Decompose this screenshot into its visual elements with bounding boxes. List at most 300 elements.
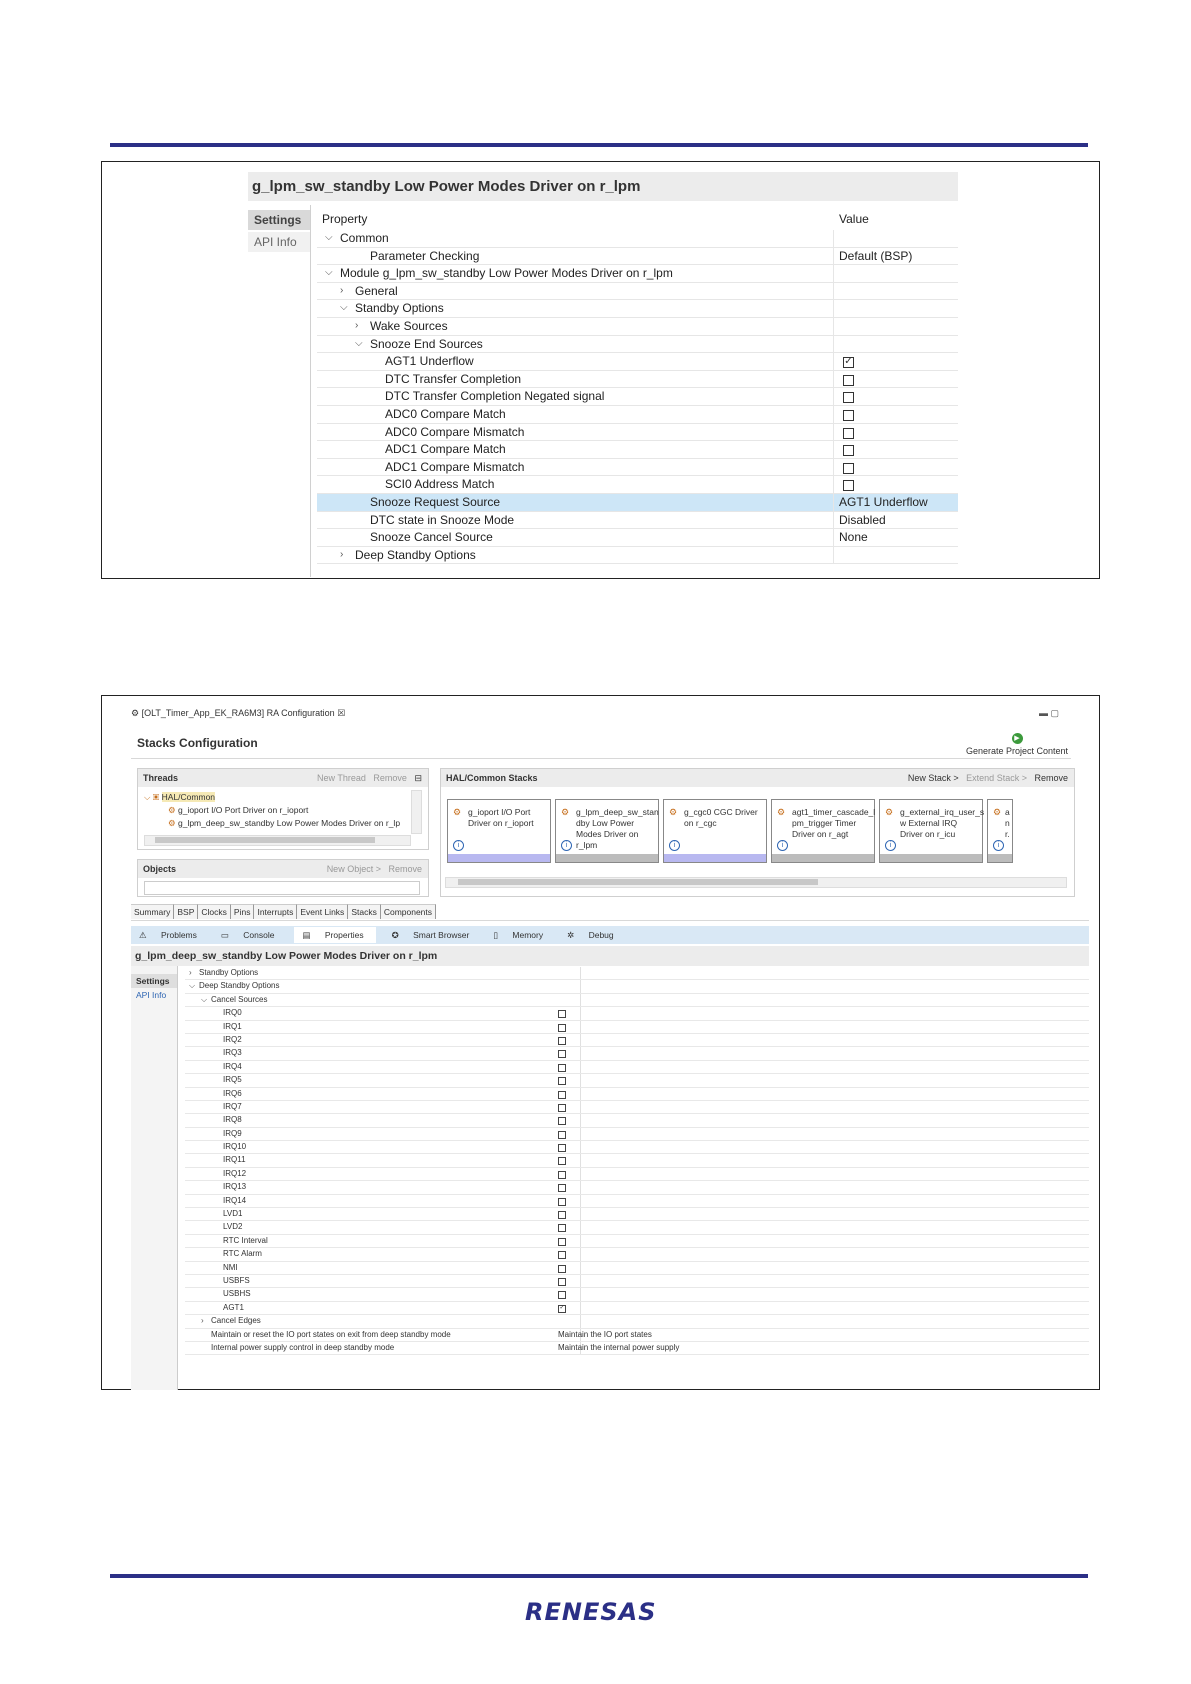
table-row[interactable] — [185, 1154, 1089, 1167]
tree-item[interactable] — [144, 804, 404, 817]
checkbox[interactable] — [558, 1238, 566, 1246]
column-divider — [580, 1288, 581, 1300]
chevron-down-icon[interactable]: ⌵ — [325, 267, 333, 279]
checkbox[interactable] — [558, 1198, 566, 1206]
column-divider — [833, 424, 834, 441]
stack-module-box[interactable] — [879, 799, 983, 863]
checkbox[interactable] — [558, 1131, 566, 1139]
tab-api-info[interactable]: API Info — [136, 990, 167, 1000]
checkbox[interactable] — [558, 1037, 566, 1045]
stack-module-box[interactable] — [987, 799, 1013, 863]
checkbox[interactable] — [843, 410, 854, 421]
table-row[interactable] — [185, 1074, 1089, 1087]
property-label: IRQ5 — [223, 1075, 242, 1085]
tab-event-links[interactable]: Event Links — [297, 904, 348, 919]
stack-module-box[interactable] — [663, 799, 767, 863]
property-label: IRQ0 — [223, 1008, 242, 1018]
checkbox[interactable] — [558, 1091, 566, 1099]
table-row[interactable] — [317, 265, 958, 283]
property-table — [317, 205, 958, 564]
chevron-right-icon[interactable]: › — [340, 284, 344, 296]
checkbox[interactable] — [558, 1251, 566, 1259]
column-divider — [580, 1302, 581, 1314]
property-label: LVD2 — [223, 1222, 243, 1232]
column-divider — [833, 371, 834, 388]
component-icon: ⚙ — [168, 805, 178, 815]
checkbox[interactable] — [558, 1184, 566, 1192]
property-value[interactable]: Disabled — [839, 512, 886, 527]
column-divider — [833, 441, 834, 458]
property-label: USBFS — [223, 1275, 250, 1285]
table-row[interactable] — [185, 1061, 1089, 1074]
property-value[interactable]: None — [839, 530, 868, 545]
table-row[interactable] — [317, 388, 958, 406]
property-value[interactable]: AGT1 Underflow — [839, 494, 928, 509]
table-row[interactable] — [185, 1302, 1089, 1315]
remove-thread-button[interactable]: Remove — [373, 773, 407, 783]
property-label: Deep Standby Options — [199, 981, 280, 991]
table-row[interactable] — [185, 1329, 1089, 1342]
table-row[interactable] — [185, 1128, 1089, 1141]
column-divider — [833, 300, 834, 317]
table-row[interactable] — [317, 459, 958, 477]
editor-tab-title: [OLT_Timer_App_EK_RA6M3] RA Configuration — [141, 708, 335, 718]
property-label: AGT1 Underflow — [385, 354, 474, 369]
checkbox[interactable] — [558, 1024, 566, 1032]
figure-2-frame — [101, 695, 1100, 1390]
table-row[interactable] — [185, 1101, 1089, 1114]
column-divider — [833, 230, 834, 247]
column-divider — [580, 1088, 581, 1100]
property-label: SCI0 Address Match — [385, 477, 495, 492]
table-row[interactable] — [185, 1181, 1089, 1194]
table-row[interactable] — [185, 1021, 1089, 1034]
table-row[interactable] — [317, 371, 958, 389]
checkbox-checked[interactable]: ✓ — [559, 1304, 565, 1311]
close-icon[interactable]: ☒ — [337, 708, 346, 718]
footer-rule — [110, 1574, 1088, 1578]
column-divider — [580, 1181, 581, 1193]
tree-item-label: g_lpm_deep_sw_standby Low Power Modes Driver on r_lp — [177, 818, 401, 828]
stacks-header — [441, 769, 1074, 787]
debug-icon: ✲ — [567, 930, 577, 940]
browser-icon: ✪ — [391, 930, 402, 940]
table-header — [317, 205, 958, 230]
column-divider — [580, 1195, 581, 1207]
property-label: RTC Interval — [223, 1235, 268, 1245]
tab-components[interactable]: Components — [381, 904, 436, 919]
table-row[interactable] — [317, 248, 958, 266]
table-row[interactable] — [317, 336, 958, 354]
objects-header — [138, 860, 428, 878]
checkbox[interactable] — [558, 1064, 566, 1072]
property-label: IRQ9 — [223, 1128, 242, 1138]
table-row[interactable] — [317, 318, 958, 336]
tab-interrupts[interactable]: Interrupts — [254, 904, 297, 919]
info-icon[interactable]: i — [561, 840, 572, 851]
tree-item[interactable] — [144, 791, 404, 804]
table-row[interactable] — [185, 1342, 1089, 1355]
property-label: Module g_lpm_sw_standby Low Power Modes Driver on r_lpm — [340, 266, 673, 281]
threads-actions — [317, 769, 422, 787]
checkbox[interactable] — [558, 1117, 566, 1125]
property-label: IRQ1 — [223, 1021, 242, 1031]
module-status-bar — [772, 854, 874, 862]
info-icon[interactable]: i — [993, 840, 1004, 851]
objects-list[interactable] — [144, 881, 420, 895]
new-object-button[interactable]: New Object > — [326, 864, 381, 874]
table-row[interactable] — [317, 353, 958, 371]
objects-title: Objects — [143, 864, 177, 874]
module-status-bar — [448, 854, 550, 862]
tab-properties[interactable] — [294, 927, 375, 943]
property-label: Snooze Cancel Source — [370, 530, 493, 545]
column-divider — [580, 1007, 581, 1019]
chevron-down-icon[interactable]: ⌵ — [325, 232, 333, 243]
property-label: Wake Sources — [370, 318, 448, 333]
column-divider — [833, 265, 834, 282]
threads-title: Threads — [143, 773, 179, 783]
column-divider — [580, 994, 581, 1006]
folder-icon: ⌵ ▣ — [144, 792, 162, 802]
chevron-right-icon[interactable]: › — [340, 548, 344, 560]
column-divider — [580, 1315, 581, 1327]
remove-object-button[interactable]: Remove — [388, 864, 422, 874]
info-icon[interactable]: i — [885, 840, 896, 851]
gear-icon: ⚙ — [131, 708, 140, 718]
info-icon[interactable]: i — [453, 840, 464, 851]
checkbox[interactable] — [558, 1077, 566, 1085]
tab-label: Properties — [324, 930, 364, 940]
new-thread-button[interactable]: New Thread — [317, 773, 366, 783]
table-row[interactable] — [185, 1315, 1089, 1328]
tab-label: Problems — [160, 930, 197, 940]
column-divider — [833, 547, 834, 564]
component-icon: ⚙ — [777, 807, 786, 817]
table-row[interactable] — [317, 424, 958, 442]
table-row[interactable] — [317, 547, 958, 565]
table-row[interactable] — [185, 1034, 1089, 1047]
property-label: IRQ3 — [223, 1048, 242, 1058]
column-divider — [833, 494, 834, 511]
property-label: Maintain or reset the IO port states on exit from deep standby mode — [211, 1329, 451, 1339]
checkbox[interactable] — [843, 445, 854, 456]
objects-panel — [137, 859, 429, 897]
column-divider — [580, 1021, 581, 1033]
tab-problems[interactable] — [135, 930, 205, 940]
checkbox-checked[interactable]: ✓ — [844, 356, 853, 368]
scroll-thumb[interactable] — [155, 837, 375, 843]
column-divider — [833, 388, 834, 405]
tree-item[interactable] — [144, 817, 404, 830]
property-label: ADC1 Compare Match — [385, 442, 506, 457]
property-label: DTC Transfer Completion Negated signal — [385, 389, 605, 404]
component-icon: ⚙ — [168, 818, 178, 828]
property-value[interactable]: Maintain the internal power supply — [558, 1342, 680, 1352]
module-status-bar — [664, 854, 766, 862]
module-status-bar — [556, 854, 658, 862]
tab-label: Memory — [512, 930, 544, 940]
table-row[interactable] — [317, 512, 958, 530]
property-label: Standby Options — [199, 968, 259, 977]
chevron-down-icon[interactable]: ⌵ — [355, 337, 363, 349]
chevron-right-icon[interactable]: › — [201, 1316, 204, 1326]
property-label: IRQ14 — [223, 1195, 247, 1205]
checkbox[interactable] — [558, 1050, 566, 1058]
property-label: ADC0 Compare Match — [385, 406, 506, 421]
table-row[interactable] — [185, 1208, 1089, 1221]
tab-settings[interactable]: Settings — [131, 974, 177, 988]
checkbox[interactable] — [558, 1157, 566, 1165]
tab-settings[interactable]: Settings — [248, 210, 310, 230]
column-divider — [833, 529, 834, 546]
table-row[interactable] — [185, 1195, 1089, 1208]
column-divider — [833, 476, 834, 493]
column-divider — [580, 1114, 581, 1126]
property-label: Deep Standby Options — [355, 547, 476, 562]
checkbox[interactable] — [558, 1171, 566, 1179]
stack-module-label: agt1_timer_cascade_l pm_trigger Timer Driver on r_agt — [792, 807, 876, 839]
table-row[interactable] — [185, 1114, 1089, 1127]
figure-1-frame — [101, 161, 1100, 579]
table-row[interactable] — [185, 967, 1089, 980]
property-label: ADC1 Compare Mismatch — [385, 459, 525, 474]
checkbox[interactable] — [558, 1278, 566, 1286]
stacks-scrollbar-h[interactable] — [445, 877, 1067, 888]
editor-tab[interactable] — [131, 708, 1071, 724]
checkbox[interactable] — [843, 463, 854, 474]
checkbox[interactable] — [843, 480, 854, 491]
property-value[interactable]: Maintain the IO port states — [558, 1329, 652, 1339]
checkbox[interactable] — [558, 1291, 566, 1299]
column-divider — [833, 406, 834, 423]
new-stack-button[interactable]: New Stack > — [907, 773, 959, 783]
checkbox[interactable] — [558, 1104, 566, 1112]
tab-summary[interactable]: Summary — [131, 904, 174, 919]
column-divider — [580, 967, 581, 979]
column-value: Value — [839, 212, 869, 226]
chevron-down-icon[interactable]: ⌵ — [189, 981, 196, 991]
table-row[interactable] — [185, 980, 1089, 993]
tab-pins[interactable]: Pins — [231, 904, 255, 919]
tab-console[interactable] — [217, 930, 283, 940]
property-label: IRQ8 — [223, 1115, 242, 1125]
column-divider — [833, 283, 834, 300]
property-label: IRQ10 — [223, 1142, 247, 1152]
stack-module-label: g_ioport I/O Port Driver on r_ioport — [468, 807, 534, 828]
checkbox[interactable] — [558, 1211, 566, 1219]
component-icon: ⚙ — [885, 807, 894, 817]
header-rule — [110, 143, 1088, 147]
tab-memory[interactable] — [489, 930, 551, 940]
view-tabs — [131, 926, 1089, 944]
table-row[interactable] — [185, 1168, 1089, 1181]
threads-scrollbar-h[interactable] — [144, 835, 411, 846]
table-row[interactable] — [185, 1047, 1089, 1060]
property-label: ADC0 Compare Mismatch — [385, 424, 525, 439]
panel-divider — [310, 205, 311, 577]
checkbox[interactable] — [843, 392, 854, 403]
info-icon[interactable]: i — [777, 840, 788, 851]
generate-button[interactable] — [962, 733, 1072, 756]
divider — [131, 920, 1089, 921]
property-rows — [185, 967, 1089, 1355]
component-icon: ⚙ — [993, 807, 1002, 817]
column-divider — [580, 1262, 581, 1274]
property-label: NMI — [223, 1262, 238, 1272]
checkbox[interactable] — [558, 1265, 566, 1273]
checkbox[interactable] — [558, 1010, 566, 1018]
table-row[interactable] — [317, 230, 958, 248]
chevron-down-icon[interactable]: ⌵ — [201, 994, 208, 1004]
tree-item-label: g_ioport I/O Port Driver on r_ioport — [177, 805, 309, 815]
column-divider — [580, 1248, 581, 1260]
table-row[interactable] — [185, 1088, 1089, 1101]
module-status-bar — [988, 854, 1012, 862]
properties-icon: ▤ — [302, 930, 313, 940]
tab-smart-browser[interactable] — [388, 930, 478, 940]
property-value[interactable]: Default (BSP) — [839, 248, 913, 263]
stack-module-label: g_external_irq_user_s w External IRQ Driver on r_icu — [900, 807, 985, 839]
collapse-icon[interactable]: ⊟ — [414, 773, 422, 783]
generate-label: Generate Project Content — [965, 746, 1069, 756]
properties-title: g_lpm_deep_sw_standby Low Power Modes Driver on r_lpm — [131, 946, 1089, 966]
column-divider — [833, 353, 834, 370]
table-row[interactable] — [185, 1141, 1089, 1154]
table-row[interactable] — [317, 441, 958, 459]
memory-icon: ▯ — [493, 930, 501, 940]
problems-icon: ⚠ — [139, 930, 149, 940]
column-divider — [580, 1101, 581, 1113]
table-row[interactable] — [185, 994, 1089, 1007]
tab-stacks[interactable]: Stacks — [348, 904, 381, 919]
column-divider — [580, 1168, 581, 1180]
property-label: DTC Transfer Completion — [385, 371, 522, 386]
chevron-right-icon[interactable]: › — [189, 968, 192, 977]
table-row[interactable] — [185, 1262, 1089, 1275]
extend-stack-button[interactable]: Extend Stack > — [966, 773, 1027, 783]
property-label: USBHS — [223, 1289, 251, 1299]
remove-stack-button[interactable]: Remove — [1034, 773, 1068, 783]
tree-item-label: HAL/Common — [161, 792, 216, 802]
property-label: LVD1 — [223, 1209, 243, 1219]
column-divider — [580, 1047, 581, 1059]
tab-api-info[interactable]: API Info — [248, 232, 310, 252]
component-icon: ⚙ — [669, 807, 678, 817]
column-divider — [580, 1221, 581, 1233]
info-icon[interactable]: i — [669, 840, 680, 851]
tab-label: Smart Browser — [413, 930, 470, 940]
properties-title: g_lpm_sw_standby Low Power Modes Driver on r_lpm — [248, 172, 958, 201]
property-label: IRQ2 — [223, 1034, 242, 1044]
column-property: Property — [322, 212, 368, 226]
column-divider — [580, 1208, 581, 1220]
column-divider — [580, 1154, 581, 1166]
table-row[interactable] — [185, 1275, 1089, 1288]
table-row[interactable] — [185, 1235, 1089, 1248]
tab-label: Debug — [588, 930, 614, 940]
chevron-right-icon[interactable]: › — [355, 319, 359, 331]
play-icon: ▶ — [1012, 733, 1023, 744]
side-tabs — [131, 966, 178, 1390]
stack-module-box[interactable] — [447, 799, 551, 863]
stack-module-box[interactable] — [555, 799, 659, 863]
scroll-thumb[interactable] — [458, 879, 818, 885]
property-label: Snooze Request Source — [370, 494, 501, 509]
property-label: IRQ13 — [223, 1182, 247, 1192]
console-icon: ▭ — [220, 930, 232, 940]
stacks-panel-title: HAL/Common Stacks — [446, 773, 538, 783]
threads-panel — [137, 768, 429, 850]
table-row[interactable] — [185, 1007, 1089, 1020]
table-row[interactable] — [317, 283, 958, 301]
table-row[interactable] — [317, 476, 958, 494]
property-label: Cancel Sources — [211, 994, 268, 1004]
config-tabs — [131, 904, 436, 918]
chevron-down-icon[interactable]: ⌵ — [340, 302, 348, 314]
column-divider — [580, 1128, 581, 1140]
checkbox[interactable] — [558, 1224, 566, 1232]
property-label: Internal power supply control in deep standby mode — [211, 1342, 395, 1352]
threads-header — [138, 769, 428, 787]
tab-clocks[interactable]: Clocks — [198, 904, 231, 919]
column-divider — [580, 1275, 581, 1287]
checkbox[interactable] — [558, 1144, 566, 1152]
table-row[interactable] — [185, 1221, 1089, 1234]
threads-scrollbar-v[interactable] — [411, 790, 422, 834]
component-icon: ⚙ — [453, 807, 462, 817]
tab-label: Console — [243, 930, 275, 940]
column-divider — [833, 336, 834, 353]
column-divider — [580, 1034, 581, 1046]
stacks-actions — [908, 769, 1068, 787]
property-label: IRQ6 — [223, 1088, 242, 1098]
property-label: General — [355, 283, 398, 298]
column-divider — [833, 248, 834, 265]
table-row[interactable] — [185, 1288, 1089, 1301]
window-buttons[interactable]: ▬ ▢ — [1038, 708, 1059, 718]
property-rows — [317, 230, 958, 564]
table-row[interactable] — [317, 406, 958, 424]
column-divider — [580, 1061, 581, 1073]
column-divider — [833, 459, 834, 476]
checkbox[interactable] — [843, 428, 854, 439]
checkbox[interactable] — [843, 375, 854, 386]
table-row[interactable] — [317, 494, 958, 512]
stack-module-box[interactable] — [771, 799, 875, 863]
table-row[interactable] — [185, 1248, 1089, 1261]
column-divider — [580, 980, 581, 992]
divider — [131, 758, 1071, 759]
thread-tree — [144, 791, 404, 830]
property-label: IRQ7 — [223, 1101, 242, 1111]
objects-actions — [327, 860, 422, 878]
tab-bsp[interactable]: BSP — [174, 904, 198, 919]
column-divider — [833, 318, 834, 335]
renesas-logo: RENESAS — [525, 1598, 657, 1626]
property-label: RTC Alarm — [223, 1249, 262, 1259]
column-divider — [833, 512, 834, 529]
module-status-bar — [880, 854, 982, 862]
tab-debug[interactable] — [563, 930, 622, 940]
property-label: IRQ11 — [223, 1155, 246, 1165]
table-row[interactable] — [317, 300, 958, 318]
table-row[interactable] — [317, 529, 958, 547]
property-label: Cancel Edges — [211, 1316, 261, 1326]
column-divider — [580, 1141, 581, 1153]
property-label: Parameter Checking — [370, 248, 480, 263]
property-label: Snooze End Sources — [370, 336, 483, 351]
